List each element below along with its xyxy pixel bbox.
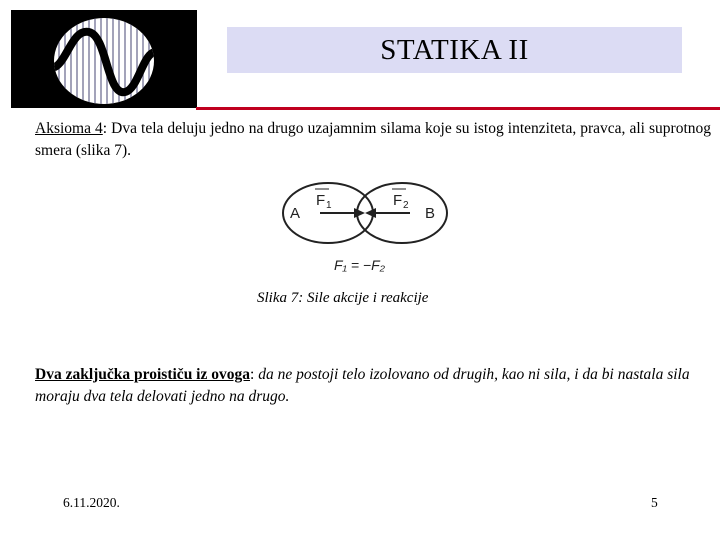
- title-banner: [227, 27, 682, 73]
- conclusion-text: da ne postoji telo izolovano od drugih, kao ni sila, i da bi nastala sila moraju dva tela delovati jedno na drugo.: [35, 366, 690, 405]
- force-diagram: [268, 180, 458, 282]
- label-f2: F: [393, 192, 403, 209]
- axiom-text: Dva tela deluju jedno na drugo uzajamnim silama koje su istog intenziteta, pravca, ali suprotnog smera (slika 7).: [35, 120, 712, 159]
- label-f2-sub: 2: [403, 200, 409, 211]
- page-number: 5: [651, 495, 658, 510]
- label-f1: F: [316, 192, 326, 209]
- label-f1-sub: 1: [326, 200, 332, 211]
- slide-title: STATIKA II: [380, 33, 529, 66]
- axiom-colon: :: [102, 120, 108, 137]
- slide-date: 6.11.2020.: [63, 495, 120, 510]
- label-b: B: [425, 205, 436, 222]
- logo-oscilloscope: [11, 10, 197, 108]
- oscilloscope-wave-icon: [11, 10, 197, 108]
- arrow-f1-icon: [354, 208, 365, 218]
- equation: F₁ = −F₂: [334, 257, 385, 273]
- label-a: A: [290, 205, 301, 222]
- conclusion-lead: Dva zaključka proističu iz ovoga: [35, 366, 250, 383]
- axiom-paragraph: [35, 118, 711, 162]
- conclusion-paragraph: [35, 364, 705, 408]
- arrow-f2-icon: [365, 208, 376, 218]
- figure-caption: Slika 7: Sile akcije i reakcije: [257, 290, 429, 306]
- conclusion-colon: :: [250, 366, 255, 383]
- title-divider: [196, 107, 720, 110]
- axiom-term: Aksioma 4: [35, 120, 103, 137]
